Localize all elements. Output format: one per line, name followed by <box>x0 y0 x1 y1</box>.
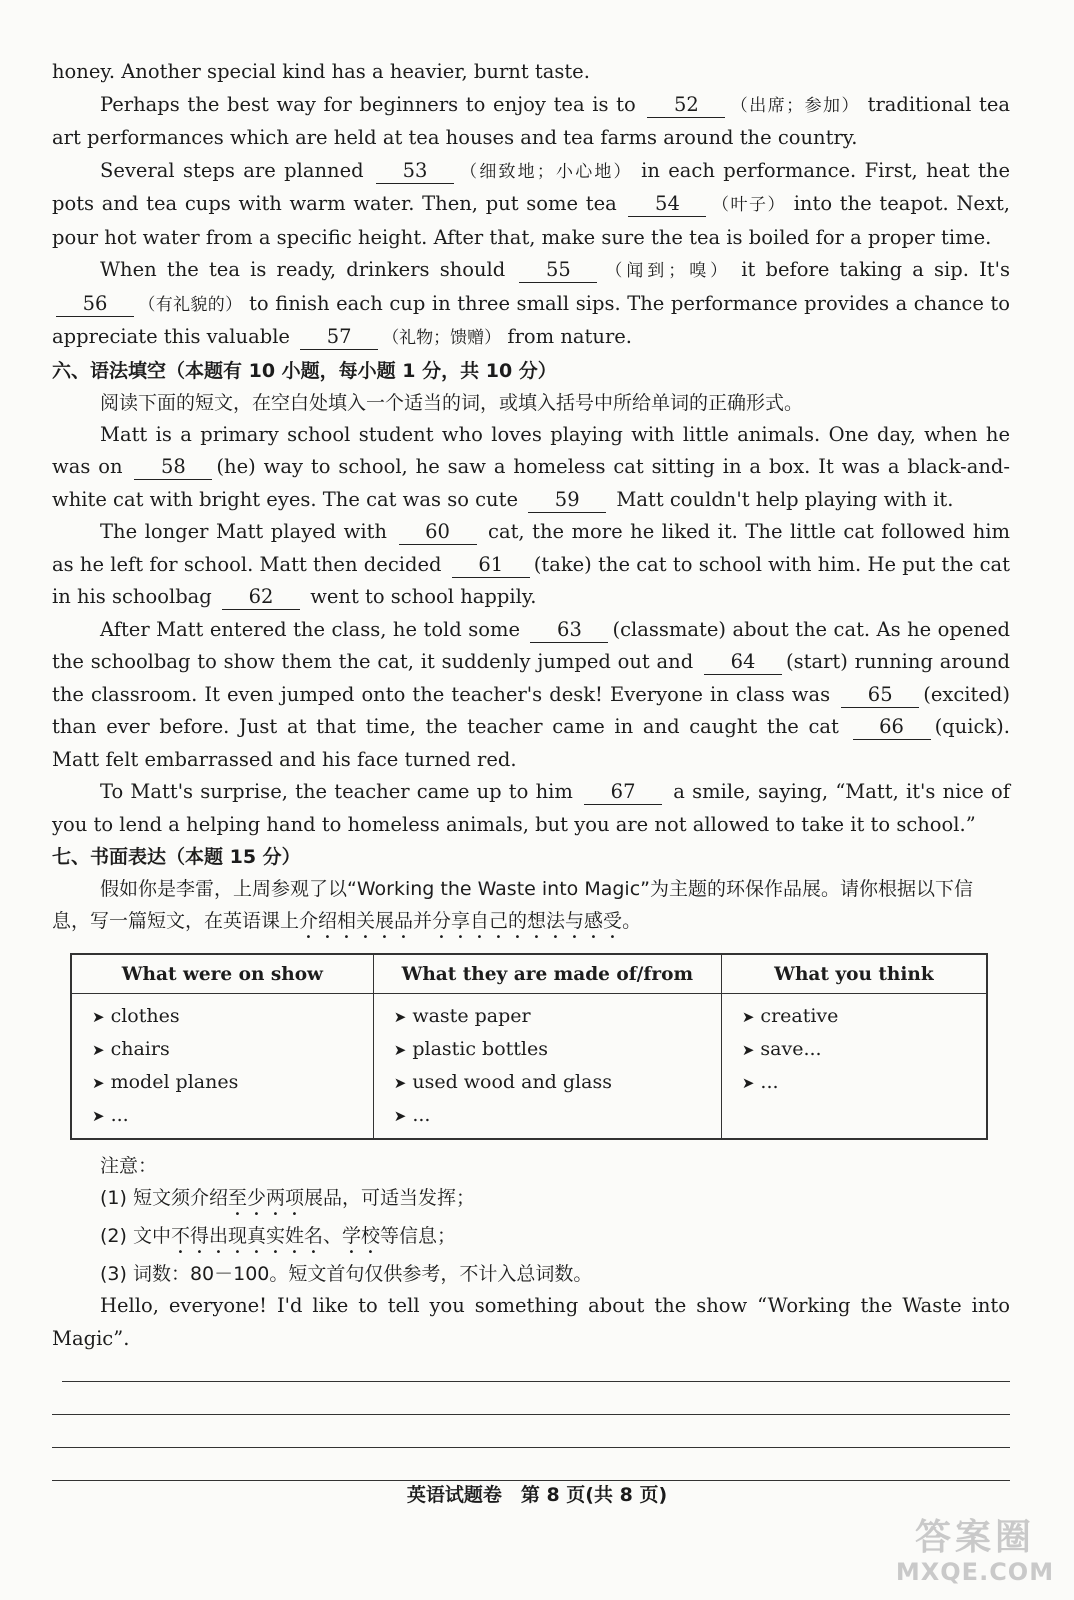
table-header: What they are made of/from <box>373 954 721 994</box>
passage-paragraph <box>52 89 1010 155</box>
writing-line[interactable] <box>52 1415 1010 1448</box>
section-7-title: 七、书面表达（本题 15 分） <box>52 846 301 868</box>
text: went to school happily. <box>310 585 537 608</box>
grammar-paragraph <box>52 776 1010 841</box>
answer-blank-52[interactable]: 52 <box>647 93 725 118</box>
text: Matt couldn't help playing with it. <box>616 487 954 511</box>
answer-blank-66[interactable]: 66 <box>853 715 931 740</box>
exam-page <box>52 56 1010 1481</box>
list-item: ➤ plastic bottles <box>393 1038 548 1060</box>
emphasis-text: 分享自己的想法与感受 <box>432 910 623 932</box>
list-item: ➤ waste paper <box>393 1005 531 1027</box>
text: Matt is a primary school student who loves playing with little animals. One day, when he was on <box>52 422 1010 478</box>
list-item: ➤ clothes <box>92 1005 180 1027</box>
table-header: What were on show <box>71 954 373 994</box>
table-cell <box>71 994 373 1140</box>
answer-blank-61[interactable]: 61 <box>452 553 530 578</box>
table-header: What you think <box>721 954 987 994</box>
answer-blank-56[interactable]: 56 <box>56 292 134 317</box>
text: After Matt entered the class, he told some <box>100 617 521 641</box>
list-item: ➤ ... <box>92 1104 129 1126</box>
writing-line[interactable] <box>52 1448 1010 1481</box>
arrow-bullet-icon: ➤ <box>92 1041 105 1059</box>
arrow-bullet-icon: ➤ <box>741 1074 755 1092</box>
list-item: ➤ save... <box>741 1038 822 1060</box>
section-6-instruction: 阅读下面的短文，在空白处填入一个适当的词，或填入括号中所给单词的正确形式。 <box>100 391 804 414</box>
hint-58: (he) <box>216 455 256 478</box>
text: 。 <box>622 910 642 932</box>
list-item: ➤ ... <box>741 1071 779 1093</box>
text: than ever before. Just at that time, the teacher came in and caught the cat <box>52 715 839 738</box>
hint-63: (classmate) <box>612 617 726 641</box>
arrow-bullet-icon: ➤ <box>92 1074 105 1092</box>
text: Several steps are planned <box>100 158 364 182</box>
note-2: (2) 文中不得出现真实姓名、学校等信息； <box>100 1225 456 1247</box>
arrow-bullet-icon: ➤ <box>393 1107 407 1125</box>
hint-61: (take) <box>533 552 592 576</box>
text: in each performance. First, heat the pots and tea cups with warm water. Then, put some tea <box>52 158 1010 215</box>
answer-blank-58[interactable]: 58 <box>134 455 212 480</box>
grammar-paragraph <box>52 614 1010 777</box>
hint-66: (quick). <box>934 715 1010 738</box>
text: Matt felt embarrassed and his face turned red. <box>52 747 517 771</box>
list-item: ➤ used wood and glass <box>393 1071 612 1093</box>
answer-blank-63[interactable]: 63 <box>530 618 608 643</box>
list-item: ➤ chairs <box>92 1038 170 1060</box>
answer-blank-53[interactable]: 53 <box>376 159 454 184</box>
text: honey. Another special kind has a heavier, burnt taste. <box>52 60 590 83</box>
arrow-bullet-icon: ➤ <box>393 1074 407 1092</box>
passage-paragraph <box>52 254 1010 355</box>
arrow-bullet-icon: ➤ <box>92 1107 105 1125</box>
answer-blank-64[interactable]: 64 <box>704 650 782 675</box>
hint-65: (excited) <box>923 682 1010 706</box>
arrow-bullet-icon: ➤ <box>92 1008 105 1026</box>
answer-blank-60[interactable]: 60 <box>399 520 477 545</box>
page-footer: 英语试题卷 第 8 页(共 8 页) <box>406 1484 668 1506</box>
text: cat, the more he liked it. The little cat followed him as he left for school. Matt then decided <box>52 520 1010 576</box>
info-table <box>70 953 988 1140</box>
text: way to school, he saw a homeless cat sitting in a box. It was a black-and-white cat with bright eyes. The cat was so cute <box>52 455 1011 511</box>
watermark-logo <box>890 1512 1060 1592</box>
hint-55: （闻到；嗅） <box>601 261 732 281</box>
text: running around the classroom. It even jumped onto the teacher's desk! Everyone in class was <box>52 650 1011 706</box>
passage-paragraph <box>52 155 1010 255</box>
list-item: ➤ model planes <box>92 1071 239 1093</box>
grammar-paragraph <box>52 516 1010 614</box>
text: into the teapot. Next, pour hot water from a specific height. After that, make sure the tea is boiled for a proper time. <box>52 192 1010 249</box>
watermark-url: MXQE.COM <box>895 1558 1055 1586</box>
text: it before taking a sip. It's <box>741 258 1010 281</box>
text: about the cat. As he opened the schoolbag to show them the cat, it suddenly jumped out and <box>52 617 1010 673</box>
text: the cat to school with him. He put the cat in his schoolbag <box>52 552 1011 608</box>
notes-title: 注意： <box>100 1155 158 1177</box>
answer-blank-67[interactable]: 67 <box>584 780 662 805</box>
writing-area[interactable] <box>52 1355 1010 1382</box>
hint-53: （细致地；小心地） <box>457 161 633 182</box>
text: To Matt's surprise, the teacher came up to him <box>100 780 573 803</box>
section-6-title: 六、语法填空（本题有 10 小题，每小题 1 分，共 10 分） <box>52 359 557 382</box>
arrow-bullet-icon: ➤ <box>393 1041 407 1059</box>
text: a smile, saying, “Matt, it's nice of you to lend a helping hand to homeless animals, but you are not allowed to take it to school.” <box>52 780 1011 836</box>
hint-57: （礼物；馈赠） <box>382 328 502 348</box>
arrow-bullet-icon: ➤ <box>393 1008 407 1026</box>
answer-blank-55[interactable]: 55 <box>519 258 597 283</box>
note-3: (3) 词数：80－100。短文首句仅供参考，不计入总词数。 <box>100 1263 593 1285</box>
table-cell <box>721 994 987 1140</box>
hint-64: (start) <box>786 650 848 673</box>
grammar-paragraph <box>52 419 1010 517</box>
text: from nature. <box>507 325 632 348</box>
arrow-bullet-icon: ➤ <box>741 1041 755 1059</box>
writing-prompt <box>52 873 1010 943</box>
answer-blank-65[interactable]: 65 <box>841 683 919 708</box>
text: to finish each cup in three small sips. The performance provides a chance to appreciate this valuable <box>52 291 1011 348</box>
hint-54: （叶子） <box>710 195 786 215</box>
watermark-text: 答案圈 <box>914 1517 1035 1558</box>
text: When the tea is ready, drinkers should <box>100 258 506 281</box>
text: The longer Matt played with <box>100 520 387 543</box>
text: 并 <box>413 910 433 932</box>
hint-52: （出席；参加） <box>729 95 860 116</box>
table-cell <box>373 994 721 1140</box>
answer-blank-57[interactable]: 57 <box>300 325 378 350</box>
hint-56: （有礼貌的） <box>138 294 243 315</box>
answer-blank-54[interactable]: 54 <box>628 192 706 217</box>
writing-line[interactable] <box>52 1382 1010 1415</box>
text: traditional tea art performances which are held at tea houses and tea farms around the country. <box>52 92 1011 149</box>
text: 假如你是李雷，上周参观了以“Working the Waste into Magic”为主题的环保作品展。请你根据以下信息，写一篇短文，在英语课上 <box>52 878 973 932</box>
list-item: ➤ ... <box>393 1104 431 1126</box>
arrow-bullet-icon: ➤ <box>741 1008 755 1026</box>
note-1: (1) 短文须介绍至少两项展品，可适当发挥； <box>100 1187 475 1209</box>
emphasis-text: 介绍相关展品 <box>299 910 414 932</box>
writing-opening <box>52 1290 1010 1355</box>
list-item: ➤ creative <box>741 1005 839 1027</box>
text: Perhaps the best way for beginners to enjoy tea is to <box>100 92 636 116</box>
answer-blank-62[interactable]: 62 <box>222 585 300 610</box>
passage-paragraph <box>52 56 1010 89</box>
answer-blank-59[interactable]: 59 <box>528 488 606 513</box>
text: Hello, everyone! I'd like to tell you something about the show “Working the Waste into Magic”. <box>52 1294 1010 1350</box>
